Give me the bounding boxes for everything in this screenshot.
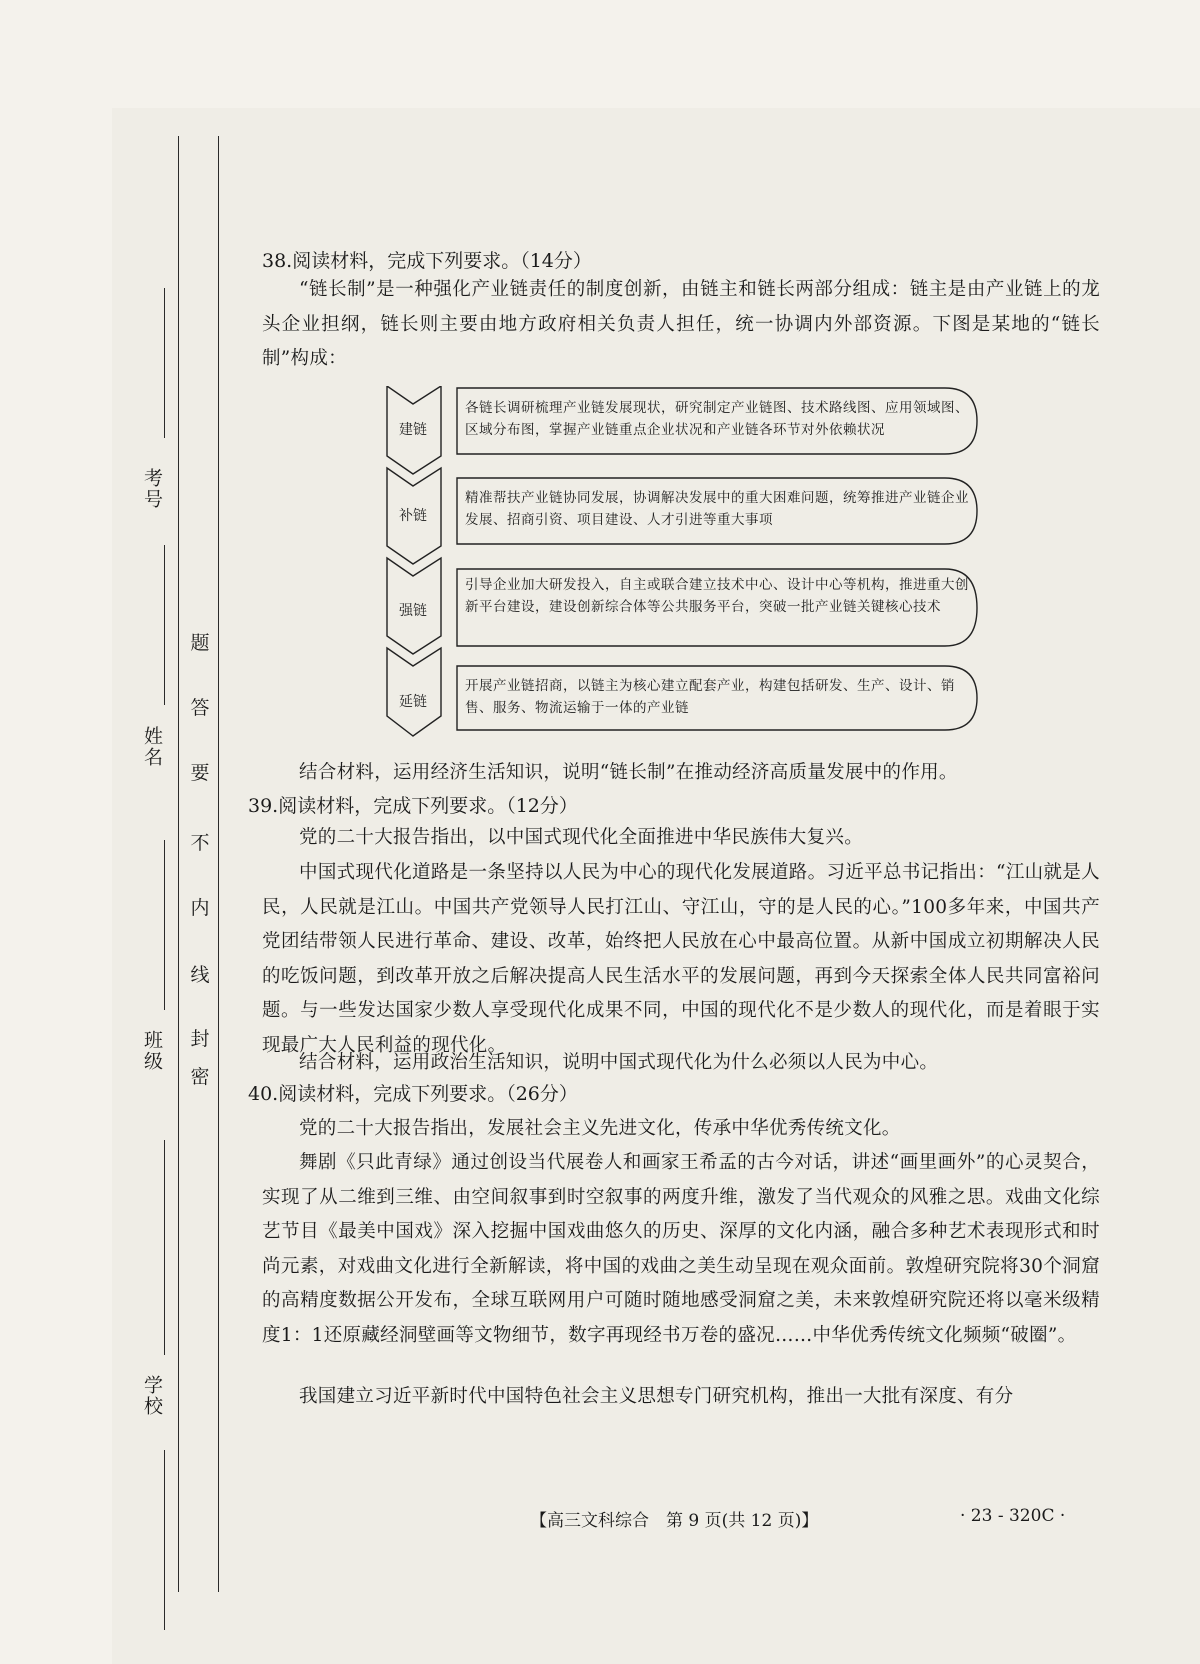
step-text-strengthen: 引导企业加大研发投入，自主或联合建立技术中心、设计中心等机构，推进重大创新平台建设，建设创新综合体等公共服务平台，突破一批产业链关键核心技术 [465,577,969,615]
name-label: 姓名 [141,726,163,768]
step-label-extend: 延链 [399,694,427,710]
seal-char: 内 [190,897,210,919]
page-footer: 【高三文科综合 第 9 页(共 12 页)】 [530,1511,819,1531]
name-blank [164,545,165,705]
step-text-supplement: 精准帮扶产业链协同发展，协调解决发展中的重大困难问题，统筹推进产业链企业发展、招商引资、项目建设、人才引进等重大事项 [465,490,969,528]
exam-no-blank [164,288,165,438]
school-blank [164,1140,165,1355]
step-label-supplement: 补链 [399,508,427,524]
school-blank-lower [164,1450,165,1630]
seal-char: 要 [190,762,210,784]
step-label-strengthen: 强链 [399,603,427,619]
step-label-build: 建链 [399,422,427,438]
exam-no-label: 考号 [141,468,163,510]
q38-material: “链长制”是一种强化产业链责任的制度创新，由链主和链长两部分组成：链主是由产业链上的龙头企业担纲，链长则主要由地方政府相关负责人担任，统一协调内外部资源。下图是某地的“链长制”构成： [262,279,1100,370]
binding-border-line [218,136,219,1592]
seal-char: 线 [190,964,210,986]
q39-p2: 中国式现代化道路是一条坚持以人民为中心的现代化发展道路。习近平总书记指出：“江山就是人民，人民就是江山。中国共产党领导人民打江山、守江山，守的是人民的心。”100多年来，中国共产党团结带领人民进行革命、建设、改革，始终把人民放在心中最高位置。从新中国成立初期解决人民的吃饭问题，到改革开放之后解决提高人民生活水平的发展问题，再到今天探索全体人民共同富裕问题。与一些发达国家少数人享受现代化成果不同，中国的现代化不是少数人的现代化，而是着眼于实现最广大人民利益的现代化。 [262,862,1100,1056]
seal-char: 封 [190,1028,210,1050]
binding-border-line [178,136,179,1592]
q40-p1: 党的二十大报告指出，发展社会主义先进文化，传承中华优秀传统文化。 [299,1118,901,1139]
q40-heading: 40.阅读材料，完成下列要求。（26分） [248,1083,578,1105]
seal-char: 答 [190,697,210,719]
q39-heading: 39.阅读材料，完成下列要求。（12分） [248,795,578,817]
class-blank [164,840,165,1010]
school-label: 学校 [141,1375,163,1417]
class-label: 班级 [141,1030,163,1072]
q38-heading: 38.阅读材料，完成下列要求。（14分） [262,250,592,272]
seal-char: 密 [190,1066,210,1088]
step-text-extend: 开展产业链招商，以链主为核心建立配套产业，构建包括研发、生产、设计、销售、服务、物流运输于一体的产业链 [465,678,955,716]
paper-code: · 23 - 320C · [960,1506,1066,1526]
seal-char: 题 [190,632,210,654]
seal-char: 不 [190,832,210,854]
q39-question: 结合材料，运用政治生活知识，说明中国式现代化为什么必须以人民为中心。 [299,1052,939,1073]
q38-question: 结合材料，运用经济生活知识，说明“链长制”在推动经济高质量发展中的作用。 [299,762,958,783]
chain-flow-diagram [385,386,1065,756]
q39-p1: 党的二十大报告指出，以中国式现代化全面推进中华民族伟大复兴。 [299,827,864,848]
step-text-build: 各链长调研梳理产业链发展现状，研究制定产业链图、技术路线图、应用领域图、区域分布图，掌握产业链重点企业状况和产业链各环节对外依赖状况 [465,400,969,438]
q40-p2: 舞剧《只此青绿》通过创设当代展卷人和画家王希孟的古今对话，讲述“画里画外”的心灵契合，实现了从二维到三维、由空间叙事到时空叙事的两度升维，激发了当代观众的风雅之思。戏曲文化综艺节目《最美中国戏》深入挖掘中国戏曲悠久的历史、深厚的文化内涵，融合多种艺术表现形式和时尚元素，对戏曲文化进行全新解读，将中国的戏曲之美生动呈现在观众面前。敦煌研究院将30个洞窟的高精度数据公开发布，全球互联网用户可随时随地感受洞窟之美，未来敦煌研究院还将以毫米级精度1：1还原藏经洞壁画等文物细节，数字再现经书万卷的盛况……中华优秀传统文化频频“破圈”。 [262,1152,1100,1346]
q40-p3: 我国建立习近平新时代中国特色社会主义思想专门研究机构，推出一大批有深度、有分 [299,1386,1014,1407]
